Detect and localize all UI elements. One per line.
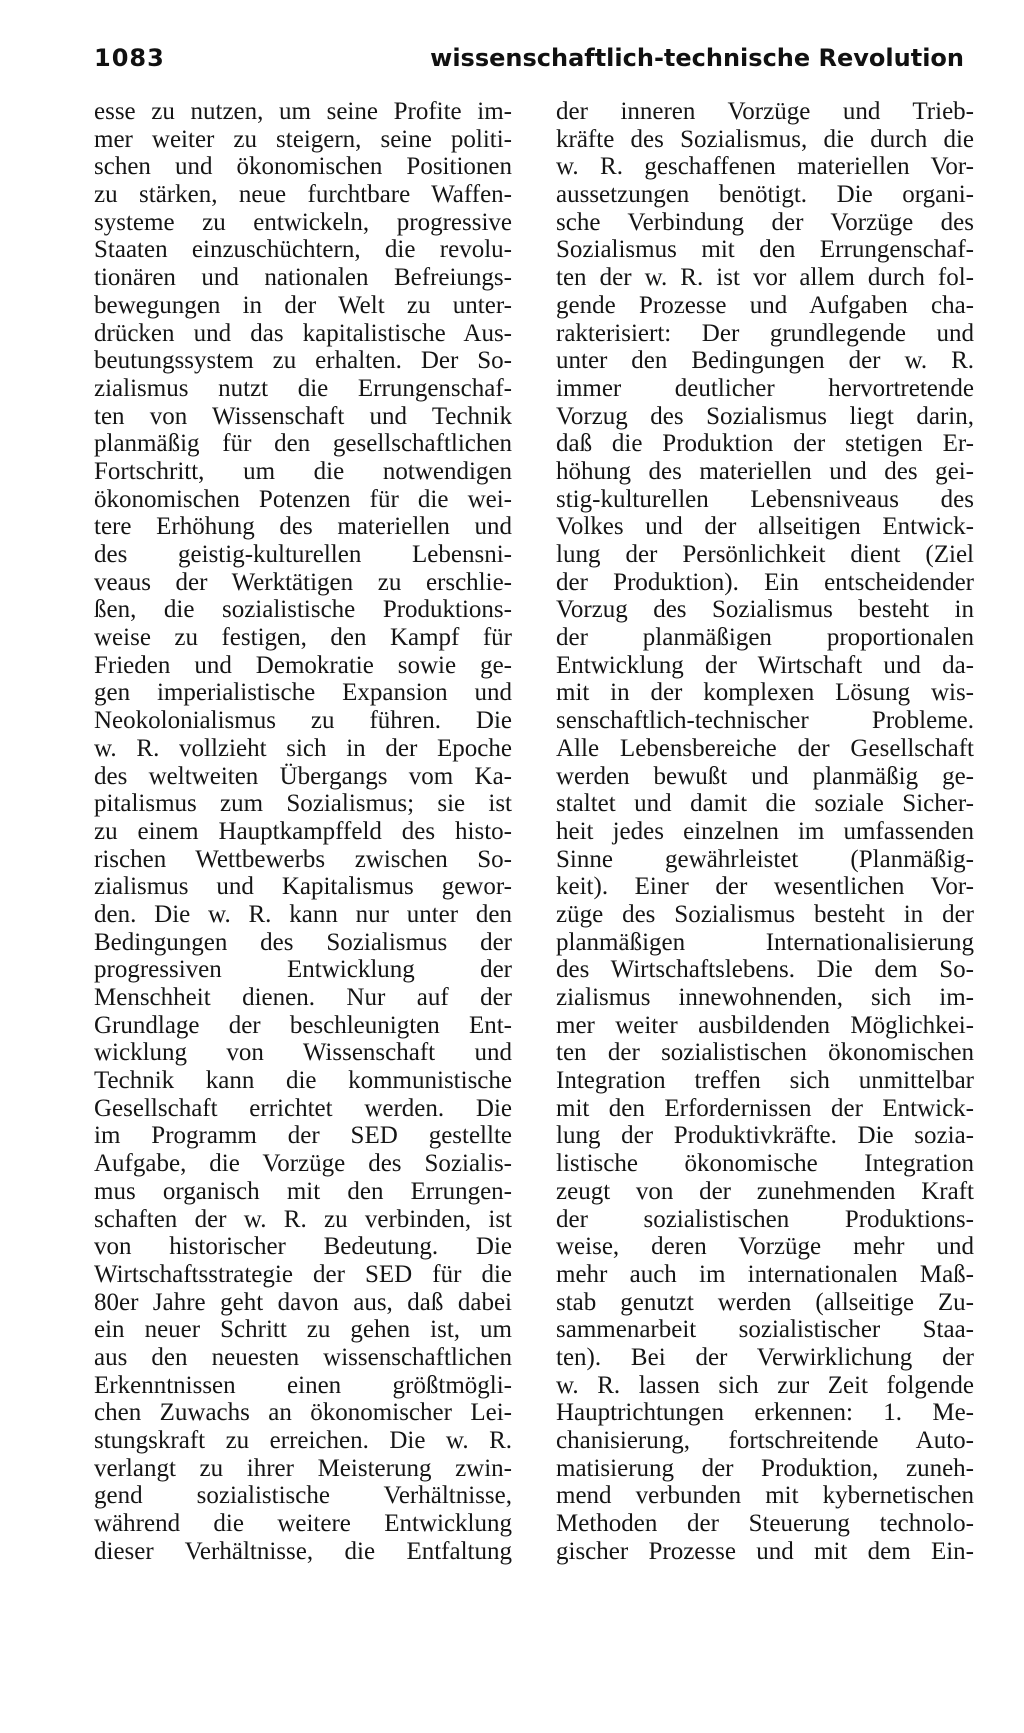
text-line: im Programm der SED gestellte	[94, 1122, 512, 1150]
text-line: sammenarbeit sozialistischer Staa-	[556, 1316, 974, 1344]
text-line: Hauptrichtungen erkennen: 1. Me-	[556, 1399, 974, 1427]
text-line: esse zu nutzen, um seine Profite im-	[94, 98, 512, 125]
text-line: des weltweiten Übergangs vom Ka-	[94, 762, 512, 790]
text-line: zu stärken, neue furchtbare Waffen-	[94, 181, 512, 209]
text-line: ßen, die sozialistische Produktions-	[94, 596, 512, 624]
text-line: Technik kann die kommunistische	[94, 1067, 512, 1095]
page-number: 1083	[94, 44, 165, 72]
text-line: ten). Bei der Verwirklichung der	[556, 1343, 974, 1371]
text-line: des Wirtschaftslebens. Die dem So-	[556, 956, 974, 984]
text-line: kräfte des Sozialismus, die durch die	[556, 125, 974, 153]
text-line: immer deutlicher hervortretende	[556, 374, 974, 402]
text-line: weise zu festigen, den Kampf für	[94, 624, 512, 652]
text-line: rischen Wettbewerbs zwischen So-	[94, 845, 512, 873]
text-line: gend sozialistische Verhältnisse,	[94, 1482, 512, 1510]
text-line: zialismus und Kapitalismus gewor-	[94, 873, 512, 901]
text-line: des geistig-kulturellen Lebensni-	[94, 541, 512, 568]
text-line: dieser Verhältnisse, die Entfaltung	[94, 1537, 512, 1565]
text-line: Neokolonialismus zu führen. Die	[94, 707, 512, 735]
text-line: ten der w. R. ist vor allem durch fol-	[556, 264, 974, 292]
text-line: schaften der w. R. zu verbinden, ist	[94, 1205, 512, 1233]
text-line: Sozialismus mit den Errungenschaf-	[556, 236, 974, 264]
text-line: w. R. geschaffenen materiellen Vor-	[556, 153, 974, 181]
text-line: chanisierung, fortschreitende Auto-	[556, 1427, 974, 1454]
text-line: progressiven Entwicklung der	[94, 956, 512, 984]
text-line: Aufgabe, die Vorzüge des Sozialis-	[94, 1150, 512, 1178]
text-line: ten von Wissenschaft und Technik	[94, 402, 512, 430]
text-line: den. Die w. R. kann nur unter den	[94, 900, 512, 928]
text-line: unter den Bedingungen der w. R.	[556, 347, 974, 375]
text-line: matisierung der Produktion, zuneh-	[556, 1454, 974, 1482]
page-header	[94, 44, 964, 84]
text-line: lung der Persönlichkeit dient (Ziel	[556, 541, 974, 568]
text-line: Entwicklung der Wirtschaft und da-	[556, 651, 974, 679]
text-line: chen Zuwachs an ökonomischer Lei-	[94, 1399, 512, 1427]
text-line: aus den neuesten wissenschaftlichen	[94, 1343, 512, 1371]
text-line: aussetzungen benötigt. Die organi-	[556, 181, 974, 209]
text-line: Volkes und der allseitigen Entwick-	[556, 513, 974, 541]
text-line: Fortschritt, um die notwendigen	[94, 457, 512, 485]
text-line: planmäßigen Internationalisierung	[556, 928, 974, 956]
text-line: mer weiter zu steigern, seine politi-	[94, 125, 512, 153]
text-line: lung der Produktivkräfte. Die sozia-	[556, 1122, 974, 1150]
text-line: 80er Jahre geht davon aus, daß dabei	[94, 1288, 512, 1316]
text-line: Bedingungen des Sozialismus der	[94, 928, 512, 956]
text-line: heit jedes einzelnen im umfassenden	[556, 817, 974, 845]
text-line: Integration treffen sich unmittelbar	[556, 1067, 974, 1095]
text-line: Methoden der Steuerung technolo-	[556, 1510, 974, 1538]
text-line: systeme zu entwickeln, progressive	[94, 208, 512, 236]
text-line: höhung des materiellen und des gei-	[556, 457, 974, 485]
text-column-left	[94, 98, 512, 1565]
text-line: Erkenntnissen einen größtmögli-	[94, 1371, 512, 1399]
text-line: Wirtschaftsstrategie der SED für die	[94, 1260, 512, 1288]
text-line: Alle Lebensbereiche der Gesellschaft	[556, 734, 974, 762]
text-line: mit in der komplexen Lösung wis-	[556, 679, 974, 707]
text-line: mer weiter ausbildenden Möglichkei-	[556, 1011, 974, 1039]
text-line: zeugt von der zunehmenden Kraft	[556, 1177, 974, 1205]
text-line: mus organisch mit den Errungen-	[94, 1177, 512, 1205]
text-line: ten der sozialistischen ökonomischen	[556, 1039, 974, 1067]
text-line: Frieden und Demokratie sowie ge-	[94, 651, 512, 679]
text-line: rakterisiert: Der grundlegende und	[556, 319, 974, 347]
text-line: werden bewußt und planmäßig ge-	[556, 762, 974, 790]
text-line: veaus der Werktätigen zu erschlie-	[94, 568, 512, 596]
text-line: ökonomischen Potenzen für die wei-	[94, 485, 512, 513]
text-line: bewegungen in der Welt zu unter-	[94, 291, 512, 319]
text-line: mit den Erfordernissen der Entwick-	[556, 1094, 974, 1122]
text-line: weise, deren Vorzüge mehr und	[556, 1233, 974, 1261]
text-line: beutungssystem zu erhalten. Der So-	[94, 347, 512, 375]
text-line: w. R. lassen sich zur Zeit folgende	[556, 1371, 974, 1399]
text-line: ein neuer Schritt zu gehen ist, um	[94, 1316, 512, 1344]
text-line: gen imperialistische Expansion und	[94, 679, 512, 707]
text-line: mehr auch im internationalen Maß-	[556, 1260, 974, 1288]
text-column-right	[556, 98, 974, 1565]
text-line: Gesellschaft errichtet werden. Die	[94, 1094, 512, 1122]
text-line: verlangt zu ihrer Meisterung zwin-	[94, 1454, 512, 1482]
text-line: planmäßig für den gesellschaftlichen	[94, 430, 512, 458]
text-line: senschaftlich-technischer Probleme.	[556, 707, 974, 735]
text-line: stungskraft zu erreichen. Die w. R.	[94, 1427, 512, 1454]
text-line: Menschheit dienen. Nur auf der	[94, 984, 512, 1011]
text-line: daß die Produktion der stetigen Er-	[556, 430, 974, 458]
text-line: Sinne gewährleistet (Planmäßig-	[556, 845, 974, 873]
text-line: wicklung von Wissenschaft und	[94, 1039, 512, 1067]
text-line: Grundlage der beschleunigten Ent-	[94, 1011, 512, 1039]
text-line: pitalismus zum Sozialismus; sie ist	[94, 790, 512, 818]
text-line: tere Erhöhung des materiellen und	[94, 513, 512, 541]
text-line: drücken und das kapitalistische Aus-	[94, 319, 512, 347]
text-line: zialismus innewohnenden, sich im-	[556, 984, 974, 1011]
text-line: tionären und nationalen Befreiungs-	[94, 264, 512, 292]
text-line: staltet und damit die soziale Sicher-	[556, 790, 974, 818]
text-line: Vorzug des Sozialismus besteht in	[556, 596, 974, 624]
text-line: von historischer Bedeutung. Die	[94, 1233, 512, 1261]
text-line: stab genutzt werden (allseitige Zu-	[556, 1288, 974, 1316]
text-line: gischer Prozesse und mit dem Ein-	[556, 1537, 974, 1565]
text-line: züge des Sozialismus besteht in der	[556, 900, 974, 928]
text-line: mend verbunden mit kybernetischen	[556, 1482, 974, 1510]
text-line: der inneren Vorzüge und Trieb-	[556, 98, 974, 125]
text-line: der Produktion). Ein entscheidender	[556, 568, 974, 596]
text-line: w. R. vollzieht sich in der Epoche	[94, 734, 512, 762]
text-line: listische ökonomische Integration	[556, 1150, 974, 1178]
text-line: zu einem Hauptkampffeld des histo-	[94, 817, 512, 845]
text-line: stig-kulturellen Lebensniveaus des	[556, 485, 974, 513]
text-line: Vorzug des Sozialismus liegt darin,	[556, 402, 974, 430]
text-line: zialismus nutzt die Errungenschaf-	[94, 374, 512, 402]
text-line: der planmäßigen proportionalen	[556, 624, 974, 652]
running-title: wissenschaftlich-technische Revolution	[430, 44, 964, 72]
text-line: der sozialistischen Produktions-	[556, 1205, 974, 1233]
text-line: sche Verbindung der Vorzüge des	[556, 208, 974, 236]
text-line: Staaten einzuschüchtern, die revolu-	[94, 236, 512, 264]
text-line: keit). Einer der wesentlichen Vor-	[556, 873, 974, 901]
text-line: gende Prozesse und Aufgaben cha-	[556, 291, 974, 319]
text-line: schen und ökonomischen Positionen	[94, 153, 512, 181]
text-line: während die weitere Entwicklung	[94, 1510, 512, 1538]
